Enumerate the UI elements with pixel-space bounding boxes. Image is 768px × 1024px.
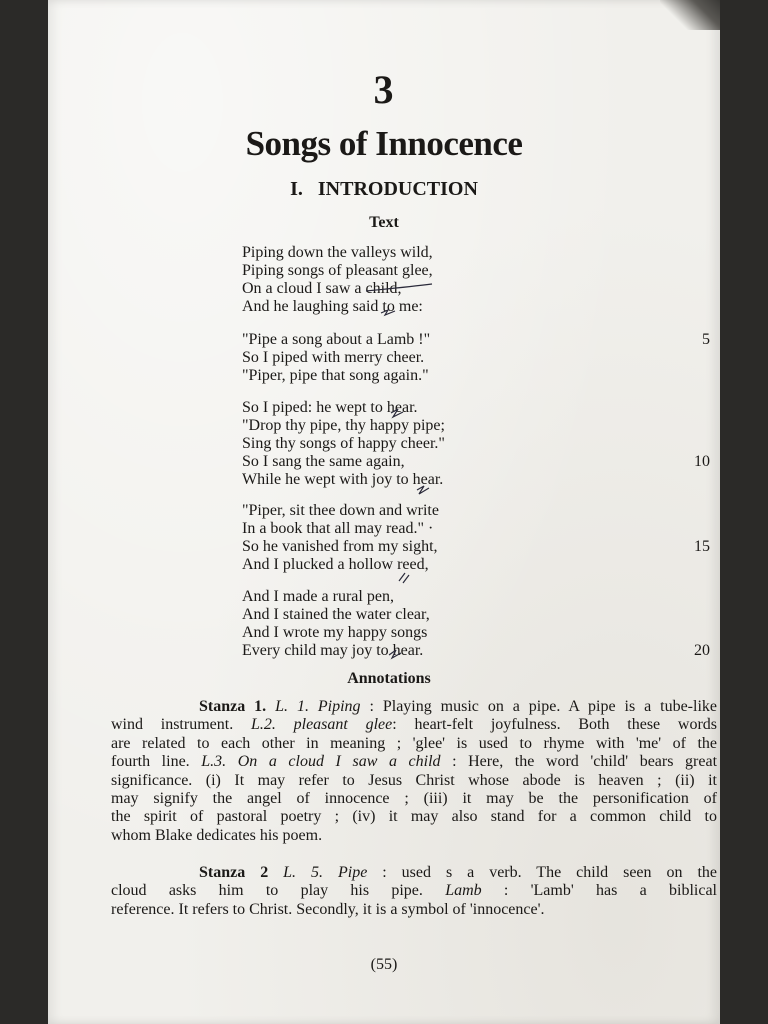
annotation-text: are related to each other in meaning ; 'glee' is used to rhyme with 'me' of the xyxy=(111,734,717,752)
annotation-text: : Playing music on a pipe. A pipe is a tube-like xyxy=(360,698,718,715)
poem-line xyxy=(242,606,722,624)
poem-line-text: So he vanished from my sight, xyxy=(242,538,438,555)
annotation-line xyxy=(111,808,717,826)
annotation-line xyxy=(111,901,717,919)
poem-line-text: Piping down the valleys wild, xyxy=(242,244,433,261)
poem-line-text: And I wrote my happy songs xyxy=(242,624,428,641)
annotation-line xyxy=(111,772,717,790)
poem-stanza-2 xyxy=(242,331,722,385)
poem-line xyxy=(242,556,722,574)
annotation-text: : used s a verb. The child seen on the xyxy=(367,864,717,881)
annotation-term: L. 1. Piping xyxy=(275,698,361,715)
line-number: 5 xyxy=(702,331,710,348)
poem-line-text: "Drop thy pipe, thy happy pipe; xyxy=(242,417,445,434)
annotation-stanza-2 xyxy=(111,864,717,919)
page-number: (55) xyxy=(370,956,398,973)
poem-line xyxy=(242,642,722,660)
poem-line-text: Piping songs of pleasant glee, xyxy=(242,262,433,279)
text-label: Text xyxy=(369,214,399,231)
annotation-stanza-label: Stanza 1. xyxy=(199,698,276,715)
poem-line xyxy=(242,538,722,556)
annotation-text: cloud asks him to play his pipe. xyxy=(111,882,446,900)
poem-line-text: And I made a rural pen, xyxy=(242,588,394,605)
chapter-title: Songs of Innocence xyxy=(245,124,523,163)
poem-line-text: And I plucked a hollow reed, xyxy=(242,556,429,573)
poem-line xyxy=(242,349,722,367)
poem-line xyxy=(242,280,722,298)
poem-stanza-5 xyxy=(242,588,722,660)
line-number: 20 xyxy=(694,642,710,659)
annotation-line xyxy=(111,827,717,845)
poem-line xyxy=(242,417,722,435)
poem-line xyxy=(242,520,722,538)
poem-line xyxy=(242,502,722,520)
poem-line-text: And I stained the water clear, xyxy=(242,606,430,623)
poem-line-text: Every child may joy to hear. xyxy=(242,642,424,659)
annotation-term: L.3. On a cloud I saw a child xyxy=(201,753,441,771)
poem-line-text: "Pipe a song about a Lamb !" xyxy=(242,331,431,348)
annotations-heading: Annotations xyxy=(347,670,431,687)
annotation-line xyxy=(111,882,717,900)
annotation-term: Lamb xyxy=(445,882,482,900)
poem-line xyxy=(242,244,722,262)
poem-line-text: And he laughing said to me: xyxy=(242,298,423,315)
poem-line xyxy=(242,367,722,385)
poem-line xyxy=(242,331,722,349)
annotation-term: L.2. pleasant glee xyxy=(250,716,393,734)
annotation-line xyxy=(111,698,717,716)
annotation-line xyxy=(111,790,717,808)
poem-line xyxy=(242,588,722,606)
pen-tick-mark xyxy=(399,573,409,583)
annotation-line xyxy=(111,864,717,882)
poem-line-text: While he wept with joy to hear. xyxy=(242,471,444,488)
annotation-text: : heart-felt joyfulness. Both these words xyxy=(392,716,718,734)
poem-line-text: "Piper, pipe that song again." xyxy=(242,367,429,384)
annotation-text: fourth line. xyxy=(111,753,202,771)
poem-stanza-1 xyxy=(242,244,722,316)
poem-line-text: So I piped with merry cheer. xyxy=(242,349,425,366)
poem-line-text: So I sang the same again, xyxy=(242,453,405,470)
annotation-line xyxy=(111,753,717,771)
poem-line xyxy=(242,624,722,642)
poem-stanza-4 xyxy=(242,502,722,574)
poem-line xyxy=(242,262,722,280)
annotation-text: may signify the angel of innocence ; (iii) it may be the personification of xyxy=(111,790,717,808)
annotation-stanza-label: Stanza 2 xyxy=(199,864,284,881)
annotation-stanza-1 xyxy=(111,698,717,845)
annotation-line xyxy=(111,735,717,753)
annotation-text: : 'Lamb' has a biblical xyxy=(481,882,717,900)
poem-line-text: "Piper, sit thee down and write xyxy=(242,502,439,519)
book-page xyxy=(48,0,720,1024)
page-corner-shadow xyxy=(660,0,720,30)
poem-line xyxy=(242,435,722,453)
poem-stanza-3 xyxy=(242,399,722,489)
annotation-text: significance. (i) It may refer to Jesus Christ whose abode is heaven ; (ii) it xyxy=(111,771,717,789)
annotation-line xyxy=(111,716,717,734)
annotation-term: L. 5. Pipe xyxy=(283,864,368,881)
line-number: 10 xyxy=(694,453,710,470)
poem-line-text: So I piped: he wept to hear. xyxy=(242,399,418,416)
annotation-text: wind instrument. xyxy=(111,716,251,734)
section-heading: I. INTRODUCTION xyxy=(290,178,478,200)
poem-line xyxy=(242,453,722,471)
chapter-number: 3 xyxy=(373,67,395,112)
poem-line xyxy=(242,298,722,316)
annotation-text: reference. It refers to Christ. Secondly, it is a symbol of 'innocence'. xyxy=(111,900,545,918)
poem-line xyxy=(242,399,722,417)
poem-line-text: In a book that all may read." · xyxy=(242,520,434,537)
annotation-text: : Here, the word 'child' bears great xyxy=(440,753,718,771)
poem-line-text: Sing thy songs of happy cheer." xyxy=(242,435,445,452)
poem-line xyxy=(242,471,722,489)
annotation-text: the spirit of pastoral poetry ; (iv) it may also stand for a common child to xyxy=(111,808,717,826)
line-number: 15 xyxy=(694,538,710,555)
annotation-text: whom Blake dedicates his poem. xyxy=(111,826,323,844)
poem-line-text: On a cloud I saw a child, xyxy=(242,280,402,297)
